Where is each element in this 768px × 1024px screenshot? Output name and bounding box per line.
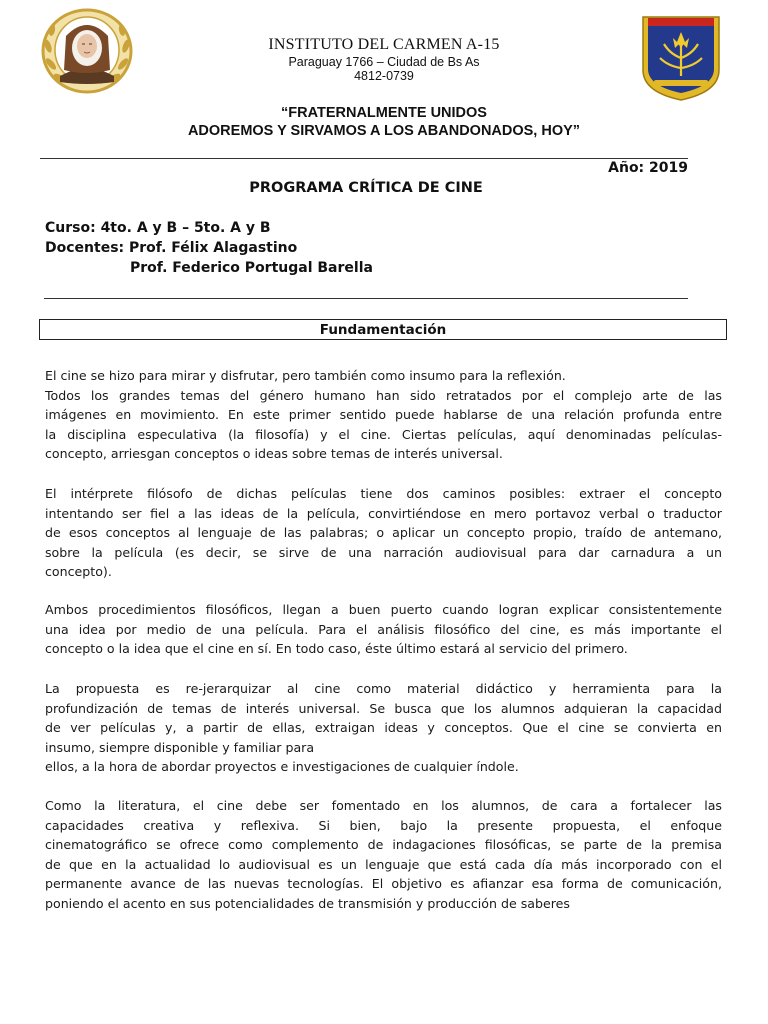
section-title: Fundamentación <box>39 319 727 340</box>
paragraph-line: concepto). <box>45 564 112 579</box>
paragraph-line: de que en la actualidad lo audiovisual es un lenguaje que está cada día más incorporado con el <box>45 856 722 872</box>
paragraph-line: la disciplina especulativa (la filosofía) y el cine. Ciertas películas, aquí denominadas películas- <box>45 426 722 442</box>
paragraph-line: Como la literatura, el cine debe ser fomentado en los alumnos, de cara a fortalecer las <box>45 798 722 813</box>
course-line: Curso: 4to. A y B – 5to. A y B <box>45 220 271 236</box>
paragraph-line: intentando ser fiel a las ideas de la película, convirtiéndose en mero portavoz verbal o traductor <box>45 505 722 521</box>
paragraph-line: poniendo el acento en sus potencialidades de transmisión y producción de saberes <box>45 895 570 911</box>
paragraph-line: La propuesta es re-jerarquizar al cine como material didáctico y herramienta para la <box>45 681 722 696</box>
paragraph-line: Ambos procedimientos filosóficos, llegan a buen puerto cuando logran explicar consistentemente <box>45 602 722 617</box>
year-label: Año: 2019 <box>608 160 688 176</box>
paragraph-line: concepto, arriesgan conceptos o ideas sobre temas de interés universal. <box>45 446 503 461</box>
paragraph-line: una idea por medio de una película. Para el análisis filosófico del cine, es más importante el <box>45 621 722 637</box>
teachers-line-2: Prof. Federico Portugal Barella <box>130 260 373 276</box>
institution-address: Paraguay 1766 – Ciudad de Bs As <box>288 55 480 69</box>
paragraph-4 <box>45 679 722 777</box>
paragraph-line: insumo, siempre disponible y familiar para <box>45 739 315 755</box>
paragraph-line: sobre la película (es decir, se sirve de una narración audiovisual para dar carnadura a un <box>45 544 722 560</box>
paragraph-line: El cine se hizo para mirar y disfrutar, pero también como insumo para la reflexión. <box>45 368 566 383</box>
paragraph-line: Todos los grandes temas del género humano han sido retratados por el complejo arte de las <box>45 387 722 403</box>
paragraph-1 <box>45 366 722 464</box>
paragraph-2 <box>45 484 722 582</box>
institution-phone: 4812-0739 <box>354 69 414 83</box>
motto-line-1: “FRATERNALMENTE UNIDOS <box>281 105 487 121</box>
paragraph-line: profundización de temas de interés universal. Se busca que los alumnos adquieran la capacidad <box>45 700 722 716</box>
paragraph-line: El intérprete filósofo de dichas películas tiene dos caminos posibles: extraer el concepto <box>45 486 722 501</box>
institution-name: INSTITUTO DEL CARMEN A-15 <box>268 36 500 53</box>
divider <box>44 298 688 299</box>
paragraph-3 <box>45 600 722 659</box>
paragraph-line: capacidades creativa y reflexiva. Si bien, bajo la presente propuesta, el enfoque <box>45 817 722 833</box>
nun-medallion-logo-icon <box>38 6 136 96</box>
program-title: PROGRAMA CRÍTICA DE CINE <box>249 180 483 196</box>
paragraph-line: ellos, a la hora de abordar proyectos e investigaciones de cualquier índole. <box>45 759 519 774</box>
school-shield-logo-icon <box>640 14 722 102</box>
paragraph-line: imágenes en movimiento. En este primer sentido puede hablarse de una relación profunda entre <box>45 407 722 422</box>
paragraph-5 <box>45 796 722 913</box>
paragraph-line: concepto o la idea que el cine en sí. En todo caso, éste último estará al servicio del primero. <box>45 641 628 656</box>
paragraph-line: cinematográfico se ofrece como complemento de indagaciones filosóficas, se parte de la premisa <box>45 837 722 852</box>
paragraph-line: permanente avance de las nuevas tecnologías. El objetivo es afianzar esa forma de comunicación, <box>45 876 722 891</box>
paragraph-line: de ver películas y, a partir de ellas, extraigan ideas y conceptos. Que el cine se convierta en <box>45 720 722 735</box>
divider <box>40 158 688 159</box>
paragraph-line: de esos conceptos al lenguaje de las palabras; o aplicar un concepto propio, traído de antemano, <box>45 525 722 540</box>
motto-line-2: ADOREMOS Y SIRVAMOS A LOS ABANDONADOS, HOY” <box>187 123 581 139</box>
teachers-line-1: Docentes: Prof. Félix Alagastino <box>45 240 298 256</box>
